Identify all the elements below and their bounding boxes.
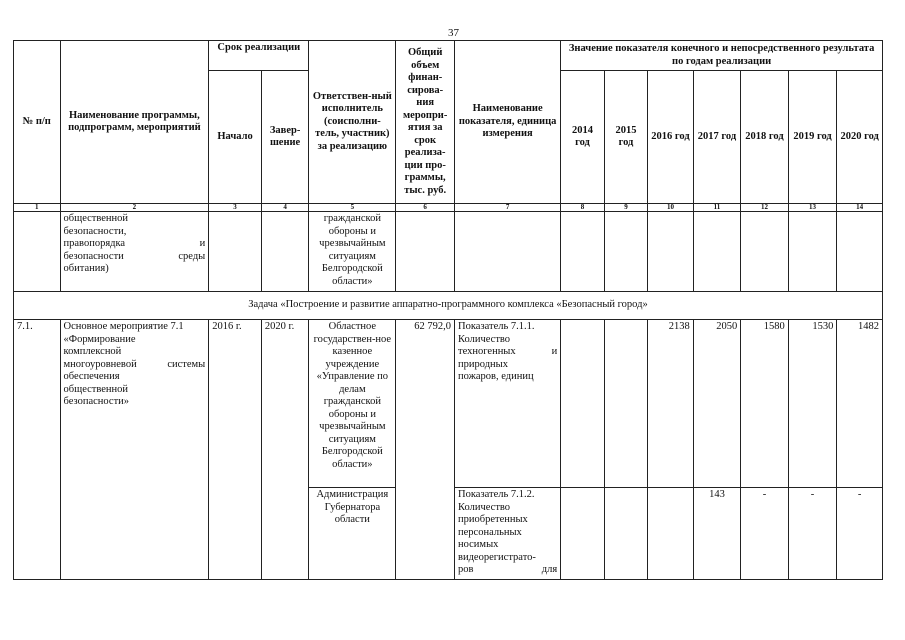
header-year-2015: 2015 год (604, 71, 647, 204)
cont-responsible: гражданской обороны и чрезвычайным ситуациям Белгородской области» (309, 212, 396, 292)
name-line: безопасности» (63, 396, 130, 407)
value-2016: 2138 (648, 320, 694, 488)
name-line: безопасности, (63, 225, 127, 237)
indicator-line: техногенных и (458, 346, 558, 357)
task-row (14, 292, 883, 320)
col-number: 3 (209, 204, 262, 212)
name-line: обитания) (63, 263, 109, 274)
column-number-row (14, 204, 883, 212)
row-responsible: Областное государствен-ное казенное учреждение «Управление по делам гражданской обороны и чрезвычайным ситуациям Белгородской области» (309, 320, 396, 488)
col-number: 4 (261, 204, 309, 212)
header-year-2018: 2018 год (741, 71, 789, 204)
name-line: общественной (63, 213, 129, 224)
value-2019: 1530 (788, 320, 837, 488)
name-line: Основное мероприятие 7.1 (63, 321, 184, 332)
header-name: Наименование программы, подпрограмм, мероприятий (60, 41, 209, 204)
value-2017: 2050 (693, 320, 741, 488)
indicator-line: пожаров, единиц (458, 371, 534, 382)
cont-name-cell (60, 212, 209, 292)
program-table (13, 40, 883, 580)
row-indicator-cell (455, 320, 561, 488)
col-number: 12 (741, 204, 789, 212)
header-start: Начало (209, 71, 262, 204)
col-number: 11 (693, 204, 741, 212)
value-2014 (561, 488, 604, 580)
indicator-line: природных (458, 358, 508, 370)
indicator-line: видеорегистрато- (458, 551, 536, 563)
indicator-line: Количество (458, 333, 511, 345)
header-volume: Общий объем финан-сирова-ния меропри-ятия за срок реализа-ции про-граммы, тыс. руб. (396, 41, 455, 204)
col-number: 1 (14, 204, 61, 212)
header-year-2014: 2014 год (561, 71, 604, 204)
value-2017: 143 (693, 488, 741, 580)
value-2019: - (788, 488, 837, 580)
name-line: комплексной (63, 346, 122, 357)
indicator-line: Показатель 7.1.1. (458, 321, 535, 332)
indicator-line: Показатель 7.1.2. (458, 489, 535, 500)
header-values-title: Значение показателя конечного и непосредственного результата по годам реализации (561, 41, 883, 71)
header-period: Срок реализации (209, 41, 309, 71)
header-responsible: Ответствен-ный исполнитель (соисполни-тель, участник) за реализацию (309, 41, 396, 204)
header-year-2017: 2017 год (693, 71, 741, 204)
indicator-line: персональных (458, 526, 522, 538)
value-2015 (604, 488, 647, 580)
col-number: 6 (396, 204, 455, 212)
col-number: 14 (837, 204, 883, 212)
header-num: № п/п (14, 41, 61, 204)
value-2018: 1580 (741, 320, 789, 488)
row-volume: 62 792,0 (396, 320, 455, 580)
col-number: 8 (561, 204, 604, 212)
name-line: обеспечения (63, 371, 120, 382)
row-responsible: Администрация Губернатора области (309, 488, 396, 580)
value-2018: - (741, 488, 789, 580)
header-year-2016: 2016 год (648, 71, 694, 204)
col-number: 10 (648, 204, 694, 212)
row-name-cell (60, 320, 209, 580)
row-end: 2020 г. (261, 320, 309, 580)
indicator-line: ров для (458, 564, 558, 575)
row-indicator-cell (455, 488, 561, 580)
page-number: 37 (448, 27, 459, 39)
name-line: безопасности среды (63, 250, 206, 262)
name-line: общественной (63, 383, 129, 395)
value-2015 (604, 320, 647, 488)
header-year-2020: 2020 год (837, 71, 883, 204)
indicator-line: носимых (458, 539, 499, 550)
indicator-line: Количество (458, 501, 511, 513)
col-number: 2 (60, 204, 209, 212)
indicator-line: приобретенных (458, 514, 528, 525)
header-end: Завер-шение (261, 71, 309, 204)
row-num: 7.1. (14, 320, 61, 580)
col-number: 7 (455, 204, 561, 212)
row-start: 2016 г. (209, 320, 262, 580)
table-row (14, 320, 883, 488)
value-2020: 1482 (837, 320, 883, 488)
name-line: правопорядка и (63, 238, 206, 249)
header-indicator: Наименование показателя, единица измерения (455, 41, 561, 204)
value-2014 (561, 320, 604, 488)
name-line: «Формирование (63, 333, 136, 345)
header-row (14, 41, 883, 71)
value-2020: - (837, 488, 883, 580)
value-2016 (648, 488, 694, 580)
col-number: 5 (309, 204, 396, 212)
name-line: многоуровневой системы (63, 358, 206, 370)
continuation-row (14, 212, 883, 292)
col-number: 9 (604, 204, 647, 212)
task-title: Задача «Построение и развитие аппаратно-программного комплекса «Безопасный город» (14, 292, 883, 320)
cont-num-cell (14, 212, 61, 292)
col-number: 13 (788, 204, 837, 212)
header-year-2019: 2019 год (788, 71, 837, 204)
